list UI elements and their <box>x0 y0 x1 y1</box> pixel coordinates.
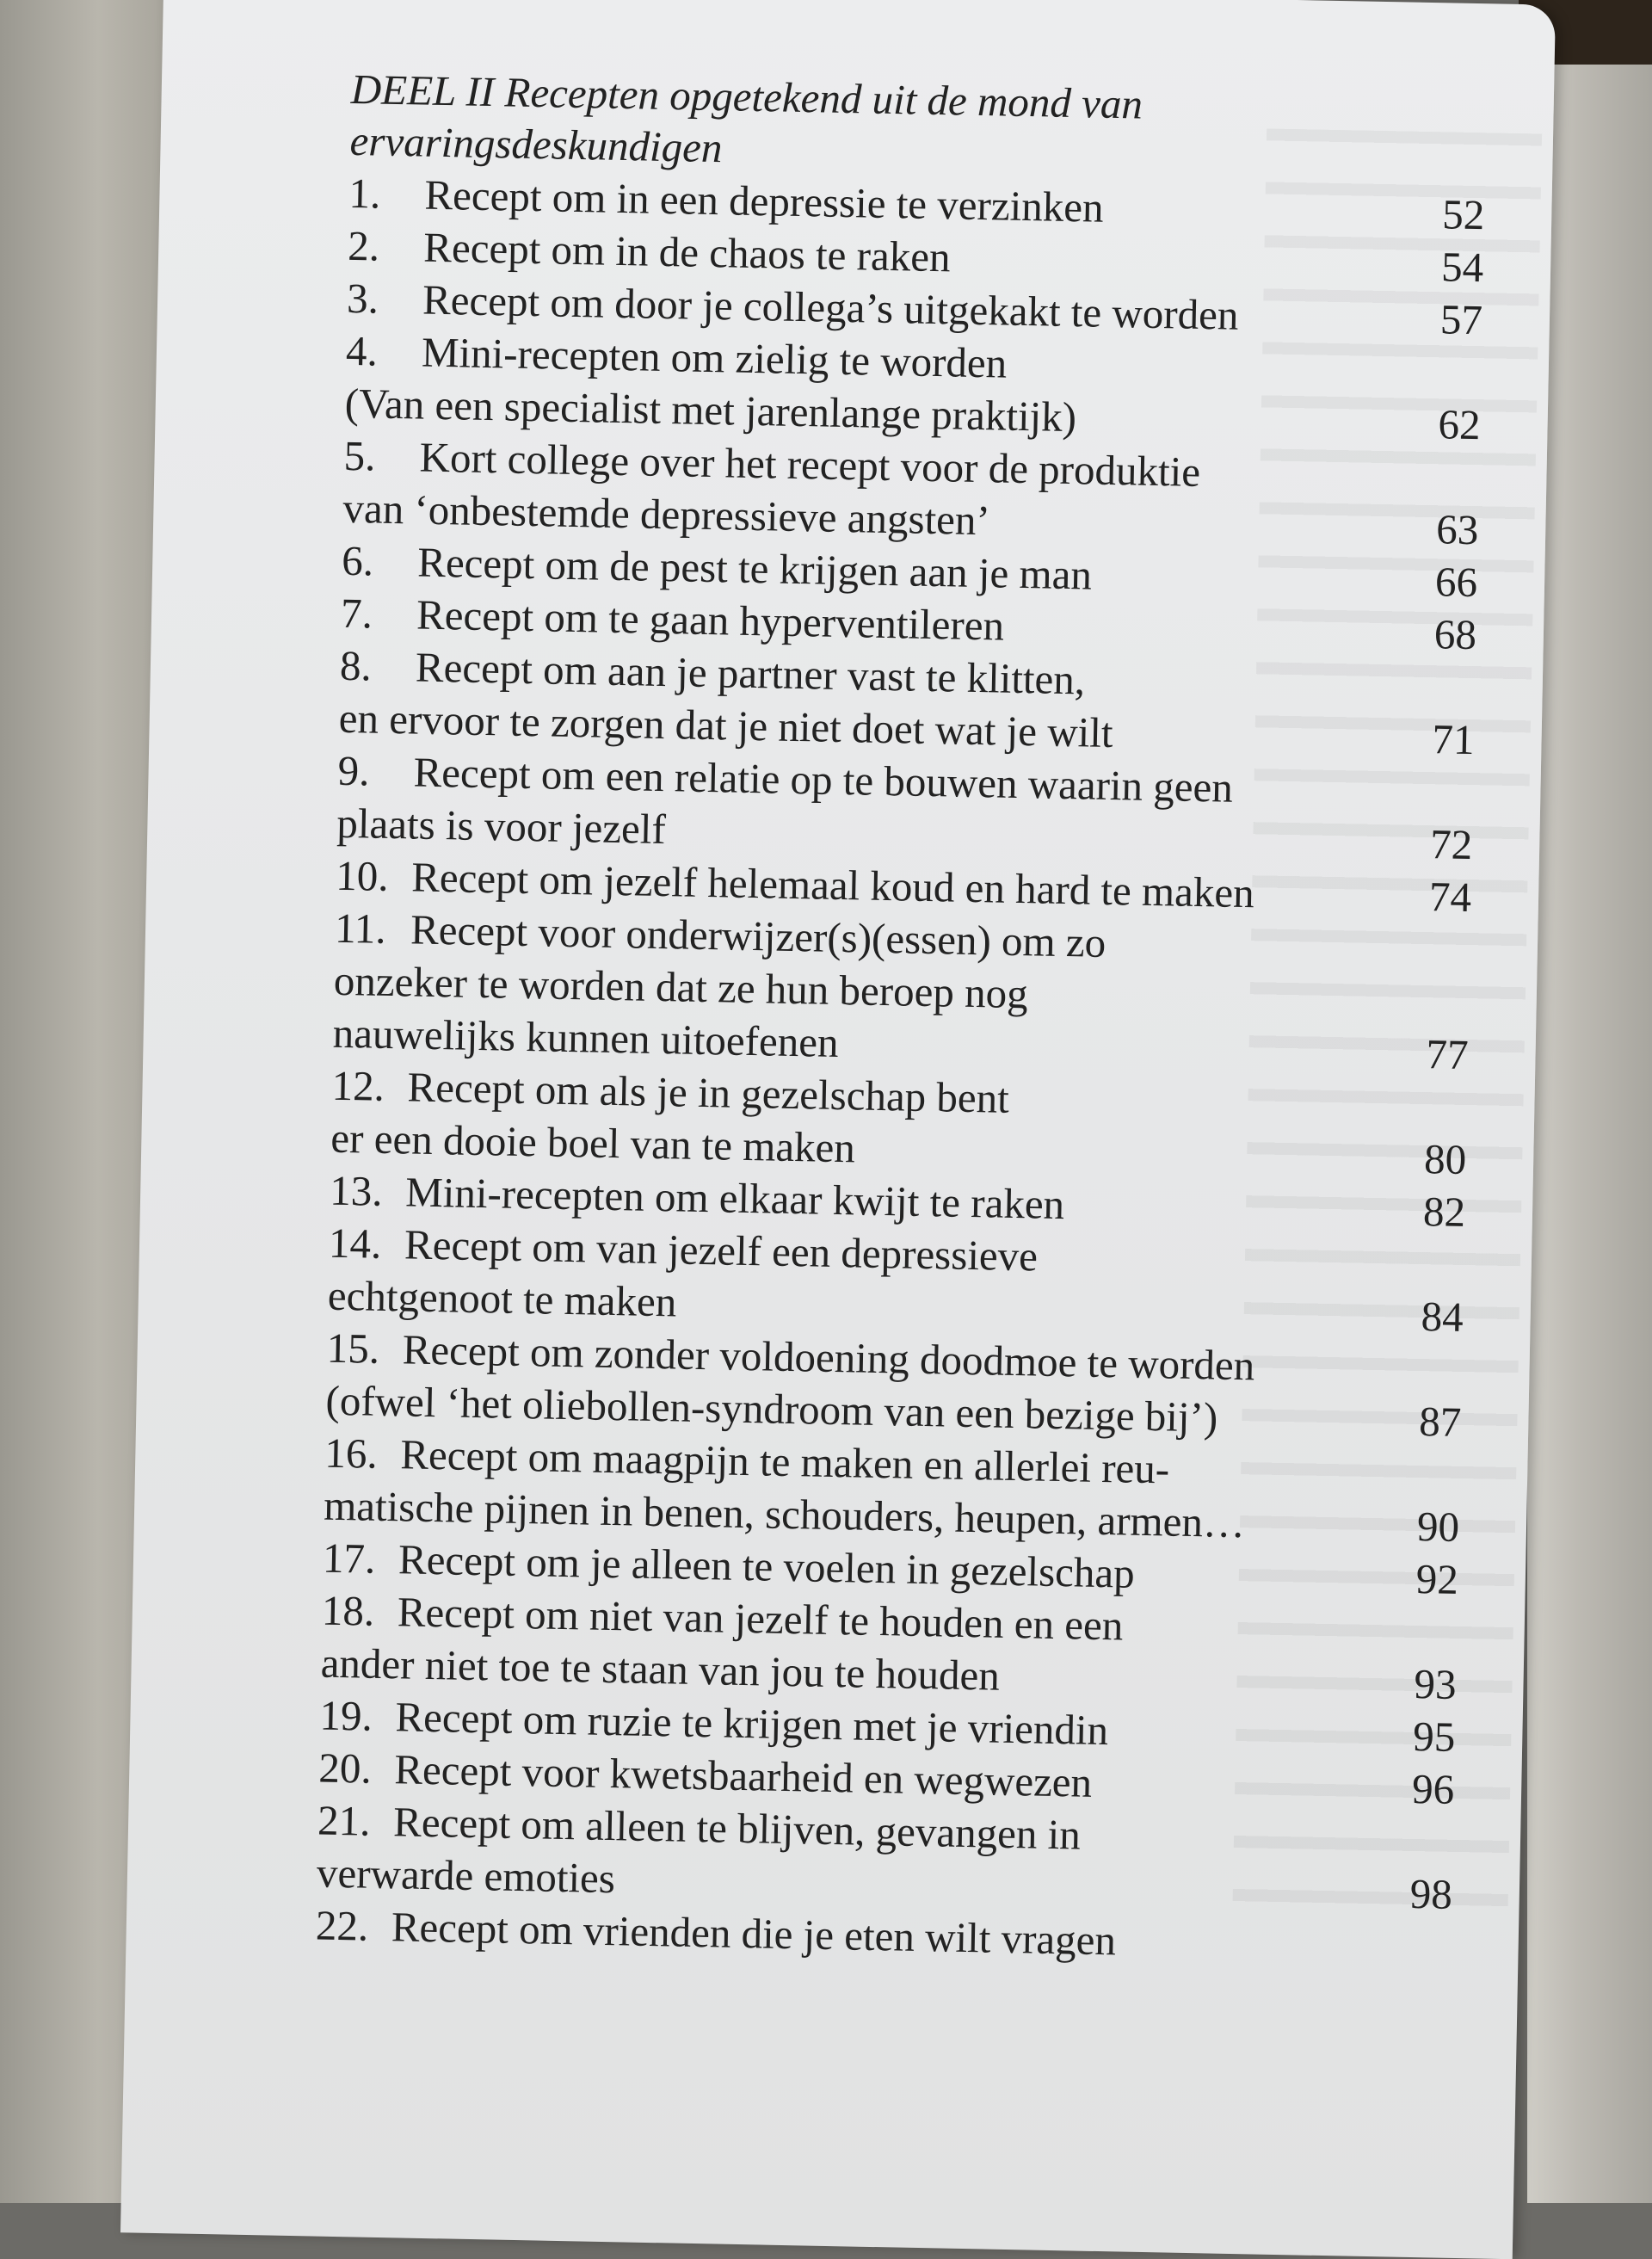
toc-entry-title: van ‘onbestemde depressieve angsten’ <box>342 484 991 545</box>
toc-entry-number: 14. <box>328 1219 382 1268</box>
toc-entry-title: Mini-recepten om elkaar kwijt te raken <box>404 1168 1065 1229</box>
toc-entry-title: verwarde emoties <box>316 1849 616 1903</box>
toc-entry-page-number: 93 <box>1413 1659 1458 1708</box>
toc-entry-page-number: 82 <box>1422 1188 1466 1237</box>
toc-entry-title: Recept voor kwetsbaarheid en wegwezen <box>393 1745 1093 1806</box>
toc-entry-title: Recept om in een depressie te verzinken <box>424 170 1105 231</box>
toc-entry-page-number: 90 <box>1416 1503 1460 1551</box>
toc-entry-number: 8. <box>339 641 373 690</box>
toc-entry-number: 19. <box>319 1691 373 1740</box>
toc-entry-page-number: 62 <box>1438 400 1482 449</box>
toc-entry-page-number: 71 <box>1432 715 1476 764</box>
toc-entry <box>327 1217 1464 1342</box>
toc-entry-page-number: 74 <box>1428 873 1472 922</box>
toc-entry-number: 7. <box>340 589 373 638</box>
toc-entry-number: 6. <box>341 536 374 585</box>
toc-entry-page-number: 72 <box>1429 820 1473 869</box>
toc-entry-number: 11. <box>334 904 387 953</box>
toc-entry-title: ander niet toe te staan van jou te houden <box>320 1639 1001 1700</box>
toc-entry-number: 12. <box>331 1061 385 1110</box>
toc-entry-number: 2. <box>347 221 380 270</box>
toc-entry-number: 20. <box>317 1744 373 1793</box>
toc-entry <box>338 639 1476 765</box>
toc-entry-number: 18. <box>321 1586 375 1635</box>
toc-entry-title: matische pijnen in benen, schouders, heupen, armen… <box>323 1481 1246 1547</box>
toc-entry-title: Recept om niet van jezelf te houden en een <box>397 1588 1124 1650</box>
toc-entry-page-number: 77 <box>1426 1030 1470 1079</box>
toc-entry-number: 21. <box>317 1796 372 1845</box>
toc-entry-page-number: 54 <box>1440 243 1484 292</box>
toc-entry-title: Mini-recepten om zielig te worden <box>421 328 1008 387</box>
book-page <box>120 0 1556 2259</box>
toc-entry-title: echtgenoot te maken <box>327 1271 677 1326</box>
section-heading-line-2: ervaringsdeskundigen <box>349 116 723 172</box>
toc-entry-title: Recept om vrienden die je eten wilt vragen <box>391 1903 1117 1965</box>
toc-entry-number: 22. <box>315 1901 369 1950</box>
toc-entry-title: Recept om alleen te blijven, gevangen in <box>392 1798 1082 1859</box>
toc-entry-title: (ofwel ‘het oliebollen-syndroom van een bezige bij’) <box>325 1376 1218 1441</box>
toc-entry-title: Recept om aan je partner vast te klitten, <box>415 643 1086 704</box>
toc-entry-title: Recept voor onderwijzer(s)(essen) om zo <box>410 905 1106 966</box>
toc-entry <box>342 429 1479 555</box>
toc-entry-page-number: 84 <box>1421 1293 1464 1341</box>
toc-entry-page-number: 98 <box>1409 1869 1453 1918</box>
toc-entry-title: Recept om in de chaos te raken <box>422 223 952 281</box>
toc-entry-title: (Van een specialist met jarenlange praktijk) <box>344 379 1077 441</box>
toc-entry-title: Recept om jezelf helemaal koud en hard te maken <box>410 853 1255 917</box>
toc-entry <box>344 324 1482 450</box>
toc-entry <box>320 1584 1458 1710</box>
toc-entry <box>336 744 1473 870</box>
toc-entry-title: Kort college over het recept voor de produktie <box>419 433 1201 496</box>
toc-entry-page-number: 57 <box>1439 295 1483 344</box>
toc-entry-page-number: 63 <box>1435 505 1479 554</box>
toc-entry-page-number: 87 <box>1418 1398 1462 1446</box>
toc-entry-number: 10. <box>335 851 390 900</box>
toc-entry-page-number: 68 <box>1433 610 1477 659</box>
toc-entry-title: Recept om door je collega’s uitgekakt te worden <box>422 275 1239 339</box>
toc-entry-page-number: 66 <box>1434 558 1478 607</box>
toc-entry-page-number: 96 <box>1411 1764 1455 1813</box>
section-heading-line-1: DEEL II Recepten opgetekend uit de mond van <box>350 65 1143 128</box>
toc-entry-title: Recept om je alleen te voelen in gezelschap <box>398 1535 1136 1597</box>
toc-entry-number: 5. <box>343 431 376 480</box>
toc-entries <box>315 167 1485 1972</box>
toc-entry-page-number: 52 <box>1441 190 1485 239</box>
toc-entry <box>330 1059 1467 1185</box>
toc-entry-title: Recept om ruzie te krijgen met je vriendin <box>395 1693 1109 1755</box>
toc-entry-title: Recept om de pest te krijgen aan je man <box>416 538 1093 599</box>
toc-entry-title: Recept om maagpijn te maken en allerlei reu- <box>399 1430 1170 1493</box>
toc-entry-title: er een dooie boel van te maken <box>330 1114 856 1172</box>
toc-entry-number: 15. <box>326 1324 380 1373</box>
toc-entry-title: Recept om te gaan hyperventileren <box>416 590 1005 650</box>
toc-entry-page-number: 80 <box>1423 1135 1467 1184</box>
toc-entry-number: 13. <box>329 1166 384 1215</box>
toc-entry-number: 16. <box>324 1429 379 1478</box>
toc-entry-title: Recept om zonder voldoening doodmoe te worden <box>402 1325 1255 1390</box>
toc-entry-number: 4. <box>345 326 379 375</box>
toc-entry <box>325 1322 1462 1447</box>
toc-entry-title: onzeker te worden dat ze hun beroep nog <box>333 956 1029 1018</box>
toc-entry <box>332 902 1470 1080</box>
toc-entry-title: Recept om van jezelf een depressieve <box>404 1220 1039 1281</box>
toc-entry-number: 3. <box>346 274 379 323</box>
toc-entry-title: plaats is voor jezelf <box>336 799 667 854</box>
toc-entry-title: Recept om als je in gezelschap bent <box>407 1063 1010 1122</box>
section-heading <box>349 64 1435 188</box>
toc-entry-title: en ervoor te zorgen dat je niet doet wat je wilt <box>338 694 1114 757</box>
toc-entry-title: nauwelijks kunnen uitoefenen <box>332 1009 840 1066</box>
toc-entry-number: 17. <box>322 1534 376 1583</box>
toc-entry <box>323 1427 1460 1552</box>
toc-entry-page-number: 92 <box>1415 1555 1459 1603</box>
table-of-contents <box>315 64 1485 1972</box>
toc-entry-title: Recept om een relatie op te bouwen waarin geen <box>413 748 1234 812</box>
toc-entry-page-number: 95 <box>1412 1712 1456 1761</box>
toc-entry-number: 9. <box>337 746 370 795</box>
toc-entry <box>316 1794 1453 1920</box>
toc-entry-number: 1. <box>348 169 381 218</box>
